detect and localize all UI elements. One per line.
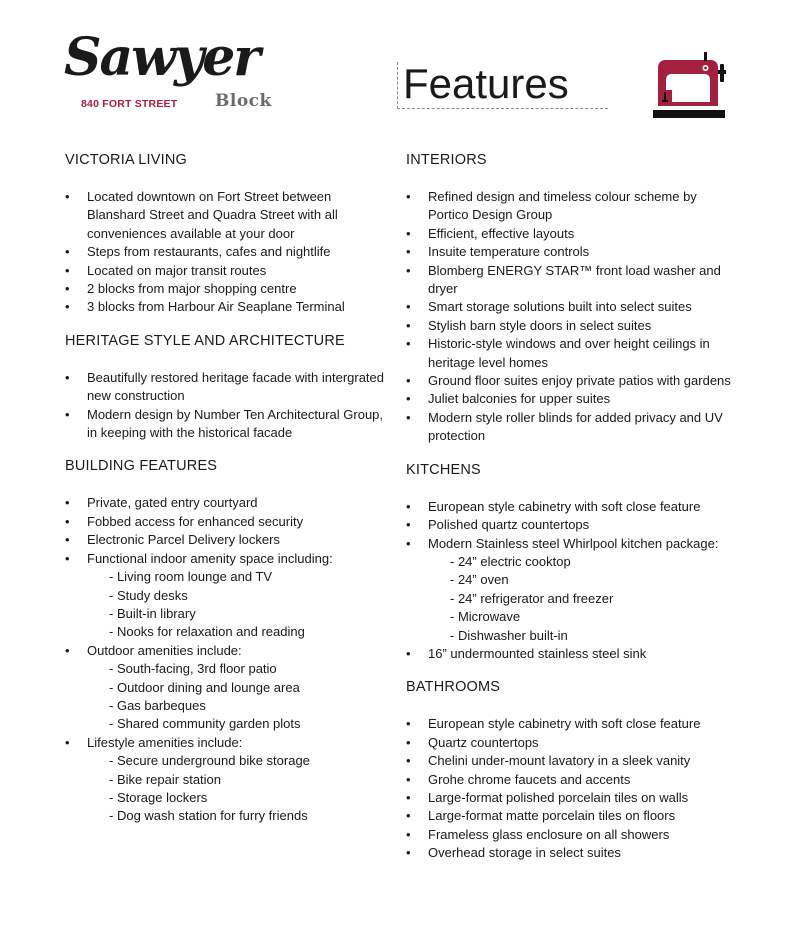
list-item — [65, 406, 385, 443]
list-item-text: 2 blocks from major shopping centre — [87, 281, 297, 297]
sub-list-item — [109, 789, 385, 807]
list-item — [406, 225, 736, 243]
logo-block-text: Block — [215, 91, 272, 111]
sub-list-item — [109, 697, 385, 715]
list-item-text: 3 blocks from Harbour Air Seaplane Terminal — [87, 299, 345, 315]
list-item-text: Polished quartz countertops — [428, 517, 590, 533]
sub-list-item — [450, 590, 736, 608]
sub-list-item — [109, 715, 385, 733]
section-heading: INTERIORS — [406, 152, 487, 168]
list-item — [406, 734, 736, 752]
sub-list-item — [450, 608, 736, 626]
list-item-text: Frameless glass enclosure on all showers — [428, 826, 670, 842]
sub-list-item-text: Gas barbeques — [116, 697, 206, 713]
sub-list-item-text: 24” oven — [457, 572, 509, 588]
sub-list-item — [109, 807, 385, 825]
sub-list-item — [450, 571, 736, 589]
section — [65, 331, 385, 443]
list-item — [406, 262, 736, 299]
section-heading: VICTORIA LIVING — [65, 152, 187, 168]
list-item-text: Grohe chrome faucets and accents — [428, 771, 631, 787]
list-item — [406, 715, 736, 733]
list-item — [406, 317, 736, 335]
list-item-text: Modern design by Number Ten Architectural Group, in keeping with the historical facade — [87, 406, 384, 441]
list-item — [65, 642, 385, 734]
sub-list — [87, 752, 385, 826]
section — [406, 150, 736, 446]
list-item-text: European style cabinetry with soft close feature — [428, 498, 701, 514]
list-item — [65, 298, 385, 316]
list-item — [406, 335, 736, 372]
list-item-text: European style cabinetry with soft close feature — [428, 716, 701, 732]
section — [65, 456, 385, 825]
section — [406, 677, 736, 862]
list-item — [406, 844, 736, 862]
list-item — [406, 243, 736, 261]
list-item-text: Located downtown on Fort Street between Blanshard Street and Quadra Street with all conveniences available at your door — [87, 189, 338, 241]
list-item-text: Beautifully restored heritage facade with intergrated new construction — [87, 369, 385, 404]
list-item-text: Stylish barn style doors in select suites — [428, 317, 652, 333]
sub-list-item-text: Shared community garden plots — [116, 716, 301, 732]
sub-list-item — [109, 623, 385, 641]
feature-list — [65, 494, 385, 825]
sub-list-item — [450, 553, 736, 571]
section-heading: BUILDING FEATURES — [65, 458, 218, 475]
list-item — [406, 409, 736, 446]
sawyer-block-logo — [64, 27, 284, 114]
page-title: Features — [397, 62, 608, 109]
sub-list-item — [109, 605, 385, 623]
list-item — [406, 535, 736, 645]
section — [65, 150, 385, 317]
list-item — [406, 372, 736, 390]
list-item-text: 16” undermounted stainless steel sink — [428, 645, 647, 661]
list-item — [65, 734, 385, 826]
list-item-text: Large-format polished porcelain tiles on walls — [428, 789, 689, 805]
list-item — [65, 550, 385, 642]
feature-list — [406, 715, 736, 862]
sub-list — [87, 660, 385, 734]
list-item — [65, 262, 385, 280]
list-item — [406, 789, 736, 807]
list-item — [65, 243, 385, 261]
feature-list — [406, 188, 736, 446]
list-item — [65, 494, 385, 512]
section-heading: KITCHENS — [406, 461, 481, 478]
section — [406, 460, 736, 664]
feature-list — [65, 188, 385, 317]
sub-list-item-text: 24” refrigerator and freezer — [457, 590, 614, 606]
list-item-text: Private, gated entry courtyard — [87, 495, 258, 511]
list-item-text: Chelini under-mount lavatory in a sleek vanity — [428, 753, 691, 769]
sub-list-item — [450, 627, 736, 645]
list-item-text: Steps from restaurants, cafes and nightlife — [87, 244, 331, 260]
sub-list-item-text: Built-in library — [116, 605, 196, 621]
list-item-text: Lifestyle amenities include: — [87, 734, 243, 750]
sewing-machine-icon — [652, 50, 728, 122]
sub-list-item-text: 24” electric cooktop — [457, 553, 571, 569]
sub-list-item-text: Storage lockers — [116, 789, 208, 805]
list-item — [406, 752, 736, 770]
sub-list-item-text: Bike repair station — [116, 771, 222, 787]
list-item-text: Outdoor amenities include: — [87, 642, 242, 658]
list-item — [65, 531, 385, 549]
logo-script-text: Sawyer — [64, 27, 259, 88]
list-item-text: Efficient, effective layouts — [428, 225, 575, 241]
list-item-text: Fobbed access for enhanced security — [87, 513, 304, 529]
sub-list-item — [109, 660, 385, 678]
sub-list-item-text: Study desks — [116, 587, 188, 603]
section-heading: BATHROOMS — [406, 679, 501, 696]
sub-list-item-text: Secure underground bike storage — [116, 753, 310, 769]
feature-list — [406, 498, 736, 664]
sub-list-item-text: Living room lounge and TV — [116, 569, 273, 585]
list-item — [406, 516, 736, 534]
sub-list-item-text: Outdoor dining and lounge area — [116, 679, 300, 695]
sub-list-item — [109, 679, 385, 697]
list-item-text: Insuite temperature controls — [428, 244, 590, 260]
sub-list-item-text: Microwave — [457, 609, 521, 625]
left-column — [65, 150, 385, 840]
list-item — [65, 513, 385, 531]
list-item — [406, 771, 736, 789]
list-item — [406, 498, 736, 516]
list-item — [406, 390, 736, 408]
list-item-text: Smart storage solutions built into select suites — [428, 299, 692, 315]
list-item-text: Electronic Parcel Delivery lockers — [87, 532, 280, 548]
logo-address: 840 FORT STREET — [81, 98, 178, 110]
list-item — [406, 188, 736, 225]
list-item-text: Juliet balconies for upper suites — [428, 391, 611, 407]
list-item — [406, 807, 736, 825]
list-item — [406, 298, 736, 316]
list-item — [65, 188, 385, 243]
sub-list-item-text: Dishwasher built-in — [457, 627, 568, 643]
list-item-text: Refined design and timeless colour scheme by Portico Design Group — [428, 189, 697, 223]
list-item-text: Historic-style windows and over height ceilings in heritage level homes — [428, 336, 710, 370]
feature-list — [65, 369, 385, 443]
list-item — [406, 645, 736, 663]
list-item-text: Quartz countertops — [428, 734, 539, 750]
list-item — [65, 280, 385, 298]
list-item-text: Functional indoor amenity space including: — [87, 550, 333, 566]
right-column — [406, 150, 736, 877]
sub-list-item-text: Dog wash station for furry friends — [116, 808, 308, 824]
list-item — [406, 826, 736, 844]
list-item-text: Modern style roller blinds for added privacy and UV protection — [428, 409, 723, 444]
sub-list-item — [109, 568, 385, 586]
sub-list-item-text: South-facing, 3rd floor patio — [116, 661, 277, 677]
list-item-text: Modern Stainless steel Whirlpool kitchen package: — [428, 535, 719, 551]
section-heading: HERITAGE STYLE AND ARCHITECTURE — [65, 332, 345, 349]
sub-list-item — [109, 752, 385, 770]
sub-list — [87, 568, 385, 642]
list-item — [65, 369, 385, 406]
sub-list — [428, 553, 736, 645]
list-item-text: Blomberg ENERGY STAR™ front load washer and dryer — [428, 262, 721, 297]
list-item-text: Located on major transit routes — [87, 262, 267, 278]
sub-list-item — [109, 587, 385, 605]
list-item-text: Overhead storage in select suites — [428, 845, 621, 861]
list-item-text: Ground floor suites enjoy private patios with gardens — [428, 373, 731, 389]
list-item-text: Large-format matte porcelain tiles on floors — [428, 808, 676, 824]
sub-list-item — [109, 771, 385, 789]
sub-list-item-text: Nooks for relaxation and reading — [116, 624, 305, 640]
